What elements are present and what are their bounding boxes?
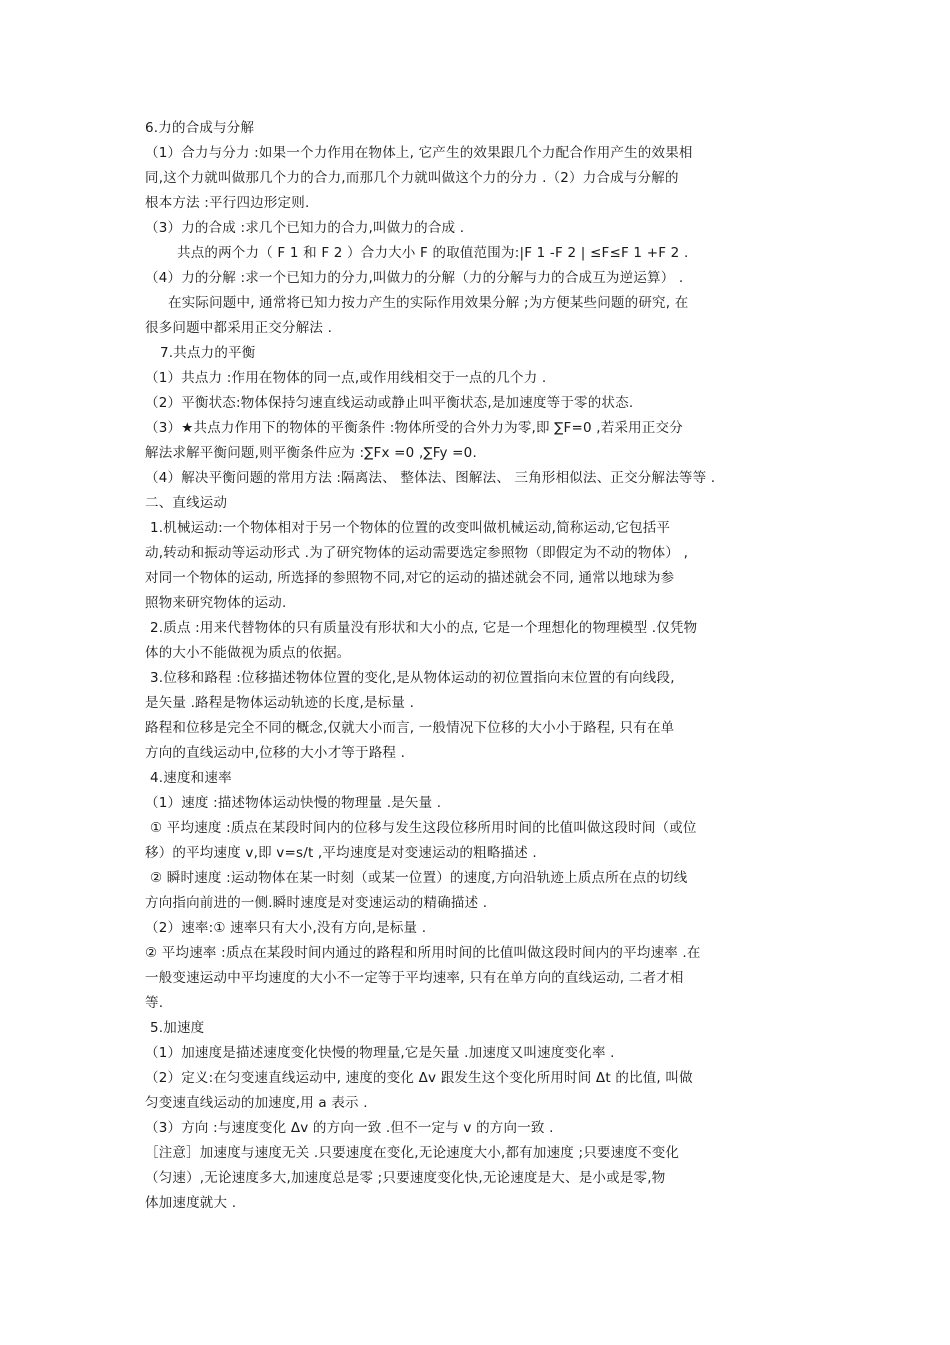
text-line: （1）加速度是描述速度变化快慢的物理量,它是矢量 .加速度又叫速度变化率 . — [145, 1045, 615, 1061]
text-line: 体的大小不能做视为质点的依据。 — [145, 645, 351, 661]
text-line: （3）力的合成 :求几个已知力的合力,叫做力的合成 . — [145, 220, 465, 236]
text-line: （匀速）,无论速度多大,加速度总是零 ;只要速度变化快,无论速度是大、是小或是零,物 — [145, 1170, 666, 1186]
text-line: 2.质点 :用来代替物体的只有质量没有形状和大小的点, 它是一个理想化的物理模型 .仅凭物 — [150, 620, 698, 636]
text-line: 等. — [145, 995, 164, 1011]
text-line: 照物来研究物体的运动. — [145, 595, 287, 611]
text-line: （1）合力与分力 :如果一个力作用在物体上, 它产生的效果跟几个力配合作用产生的效果相 — [145, 145, 693, 161]
text-line: （3）方向 :与速度变化 Δv 的方向一致 .但不一定与 v 的方向一致 . — [145, 1120, 554, 1136]
text-line: （4）解决平衡问题的常用方法 :隔离法、 整体法、图解法、 三角形相似法、正交分解法等等 . — [145, 470, 716, 486]
text-line: （4）力的分解 :求一个已知力的分力,叫做力的分解（力的分解与力的合成互为逆运算） . — [145, 270, 684, 286]
text-line: ② 平均速率 :质点在某段时间内通过的路程和所用时间的比值叫做这段时间内的平均速率 .在 — [145, 945, 701, 961]
text-line: 5.加速度 — [150, 1020, 205, 1036]
text-line: 解法求解平衡问题,则平衡条件应为 :∑Fx =0 ,∑Fy =0. — [145, 445, 477, 461]
text-line: ② 瞬时速度 :运动物体在某一时刻（或某一位置）的速度,方向沿轨迹上质点所在点的切线 — [150, 870, 688, 886]
text-line: 匀变速直线运动的加速度,用 a 表示 . — [145, 1095, 368, 1111]
text-line: 6.力的合成与分解 — [145, 120, 255, 136]
text-line: 体加速度就大 . — [145, 1195, 237, 1211]
text-line: 路程和位移是完全不同的概念,仅就大小而言, 一般情况下位移的大小小于路程, 只有在单 — [145, 720, 675, 736]
text-line: ［注意］加速度与速度无关 .只要速度在变化,无论速度大小,都有加速度 ;只要速度不变化 — [145, 1145, 680, 1161]
text-line: 很多问题中都采用正交分解法 . — [145, 320, 333, 336]
text-line: 根本方法 :平行四边形定则. — [145, 195, 310, 211]
text-line: 方向指向前进的一侧.瞬时速度是对变速运动的精确描述 . — [145, 895, 488, 911]
text-line: 共点的两个力（ F 1 和 F 2 ）合力大小 F 的取值范围为:|F 1 -F 2 | ≤F≤F 1 +F 2 . — [177, 245, 689, 261]
text-line: 1.机械运动:一个物体相对于另一个物体的位置的改变叫做机械运动,简称运动,它包括平 — [150, 520, 671, 536]
text-line: 一般变速运动中平均速度的大小不一定等于平均速率, 只有在单方向的直线运动, 二者才相 — [145, 970, 684, 986]
text-line: （3）★共点力作用下的物体的平衡条件 :物体所受的合外力为零,即 ∑F=0 ,若采用正交分 — [145, 420, 683, 436]
text-line: 二、直线运动 — [145, 495, 228, 511]
text-line: （1）共点力 :作用在物体的同一点,或作用线相交于一点的几个力 . — [145, 370, 547, 386]
text-line: 动,转动和振动等运动形式 .为了研究物体的运动需要选定参照物（即假定为不动的物体） , — [145, 545, 689, 561]
text-line: 是矢量 .路程是物体运动轨迹的长度,是标量 . — [145, 695, 415, 711]
text-line: 方向的直线运动中,位移的大小才等于路程 . — [145, 745, 406, 761]
text-line: （1）速度 :描述物体运动快慢的物理量 .是矢量 . — [145, 795, 442, 811]
text-line: 对同一个物体的运动, 所选择的参照物不同,对它的运动的描述就会不同, 通常以地球为参 — [145, 570, 675, 586]
text-line: 在实际问题中, 通常将已知力按力产生的实际作用效果分解 ;为方便某些问题的研究, 在 — [168, 295, 689, 311]
text-line: 4.速度和速率 — [150, 770, 232, 786]
text-line: （2）速率:① 速率只有大小,没有方向,是标量 . — [145, 920, 427, 936]
text-line: 3.位移和路程 :位移描述物体位置的变化,是从物体运动的初位置指向末位置的有向线段, — [150, 670, 675, 686]
text-line: （2）平衡状态:物体保持匀速直线运动或静止叫平衡状态,是加速度等于零的状态. — [145, 395, 634, 411]
text-line: ① 平均速度 :质点在某段时间内的位移与发生这段位移所用时间的比值叫做这段时间（或位 — [150, 820, 697, 836]
text-line: 移）的平均速度 v,即 v=s/t ,平均速度是对变速运动的粗略描述 . — [145, 845, 537, 861]
text-line: 同,这个力就叫做那几个力的合力,而那几个力就叫做这个力的分力 .（2）力合成与分解的 — [145, 170, 679, 186]
text-line: （2）定义:在匀变速直线运动中, 速度的变化 Δv 跟发生这个变化所用时间 Δt 的比值, 叫做 — [145, 1070, 693, 1086]
text-line: 7.共点力的平衡 — [160, 345, 256, 361]
